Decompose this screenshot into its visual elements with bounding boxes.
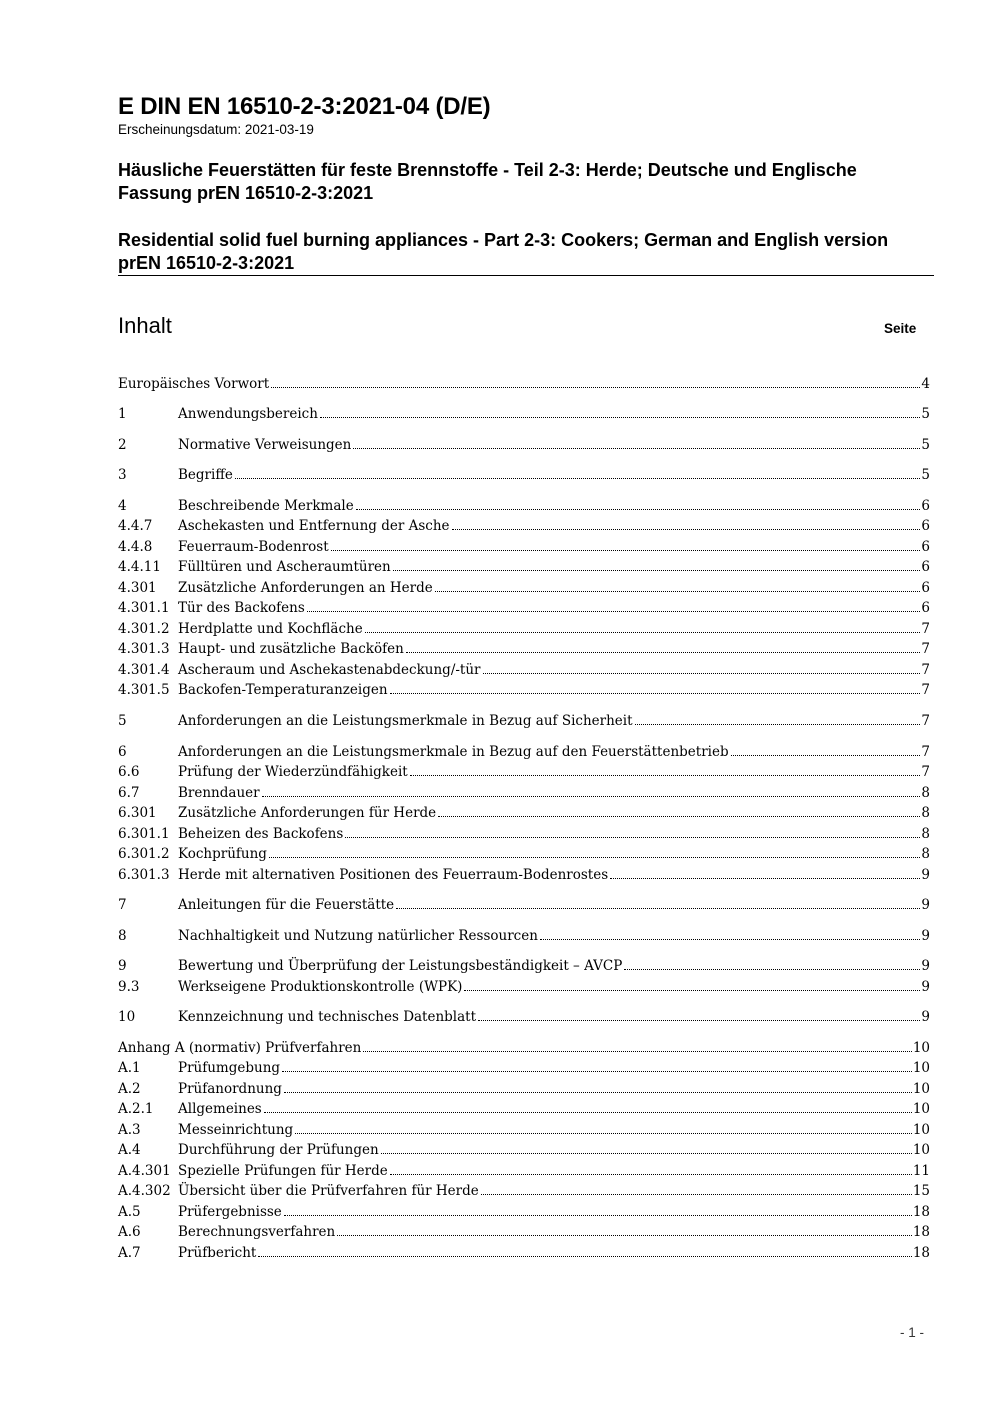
toc-entry-title: Prüfanordnung	[178, 1081, 282, 1097]
toc-entry-title: Herdplatte und Kochfläche	[178, 621, 363, 637]
toc-entry[interactable]	[118, 1159, 930, 1179]
toc-dot-leader	[295, 1133, 912, 1134]
toc-dot-leader	[483, 673, 921, 674]
toc-entry-number: A.1	[118, 1060, 141, 1076]
toc-entry-title: Herde mit alternativen Positionen des Feuerraum-Bodenrostes	[178, 867, 609, 883]
toc-entry-title: Beschreibende Merkmale	[178, 498, 354, 514]
toc-entry-title: Feuerraum-Bodenrost	[178, 539, 329, 555]
toc-entry[interactable]	[118, 514, 930, 534]
toc-entry-page: 10	[912, 1101, 930, 1117]
toc-entry[interactable]	[118, 576, 930, 596]
toc-entry-title: Brenndauer	[178, 785, 260, 801]
toc-dot-leader	[731, 755, 921, 756]
toc-entry-number: A.6	[118, 1224, 141, 1240]
toc-entry-page: 5	[921, 467, 930, 483]
toc-entry-page: 6	[921, 539, 930, 555]
toc-entry[interactable]	[118, 801, 930, 821]
toc-dot-leader	[390, 693, 921, 694]
toc-entry-title: Spezielle Prüfungen für Herde	[178, 1163, 388, 1179]
toc-entry-title: Anforderungen an die Leistungsmerkmale in Bezug auf Sicherheit	[178, 713, 633, 729]
toc-entry-number: A.4.301	[118, 1163, 171, 1179]
toc-entry-number: 8	[118, 928, 127, 944]
toc-dot-leader	[393, 570, 921, 571]
toc-dot-leader	[390, 1174, 912, 1175]
toc-entry[interactable]	[118, 1241, 930, 1261]
toc-dot-leader	[435, 591, 921, 592]
toc-entry[interactable]	[118, 372, 930, 392]
toc-entry[interactable]	[118, 1005, 930, 1025]
toc-entry-number: 6.301.3	[118, 867, 170, 883]
publication-date: Erscheinungsdatum: 2021-03-19	[118, 122, 314, 137]
toc-entry-page: 5	[921, 406, 930, 422]
toc-entry-page: 7	[921, 621, 930, 637]
toc-entry[interactable]	[118, 637, 930, 657]
toc-dot-leader	[258, 1256, 912, 1257]
toc-dot-leader	[363, 1051, 911, 1052]
toc-entry-title: Anleitungen für die Feuerstätte	[178, 897, 395, 913]
toc-dot-leader	[478, 1020, 920, 1021]
toc-entry-page: 6	[921, 580, 930, 596]
toc-entry-page: 7	[921, 641, 930, 657]
toc-entry-title: Zusätzliche Anforderungen an Herde	[178, 580, 433, 596]
toc-entry-number: 6.301.2	[118, 846, 170, 862]
toc-dot-leader	[284, 1215, 912, 1216]
toc-entry[interactable]	[118, 709, 930, 729]
toc-entry[interactable]	[118, 617, 930, 637]
toc-entry-page: 7	[921, 682, 930, 698]
toc-entry-title: Berechnungsverfahren	[178, 1224, 336, 1240]
toc-entry-number: 4.301.1	[118, 600, 170, 616]
toc-entry-number: 4.301	[118, 580, 157, 596]
toc-dot-leader	[353, 448, 920, 449]
toc-entry[interactable]	[118, 760, 930, 780]
toc-entry-number: 6.7	[118, 785, 140, 801]
toc-entry-page: 9	[921, 958, 930, 974]
toc-entry-number: 4.301.5	[118, 682, 170, 698]
toc-entry-page: 10	[912, 1040, 930, 1056]
page-number: - 1 -	[900, 1325, 925, 1340]
toc-dot-leader	[410, 775, 921, 776]
toc-entry[interactable]	[118, 822, 930, 842]
toc-entry-number: 4.301.3	[118, 641, 170, 657]
toc-dot-leader	[438, 816, 920, 817]
toc-entry-page: 10	[912, 1081, 930, 1097]
toc-dot-leader	[271, 387, 920, 388]
toc-entry-number: 10	[118, 1009, 136, 1025]
toc-entry[interactable]	[118, 1220, 930, 1240]
toc-entry-number: 4.301.4	[118, 662, 170, 678]
toc-entry-number: 4.4.8	[118, 539, 153, 555]
toc-entry-number: 3	[118, 467, 127, 483]
toc-entry[interactable]	[118, 781, 930, 801]
toc-entry-title: Fülltüren und Ascheraumtüren	[178, 559, 391, 575]
toc-entry-number: A.5	[118, 1204, 141, 1220]
toc-entry-title: Beheizen des Backofens	[178, 826, 344, 842]
toc-entry[interactable]	[118, 863, 930, 883]
toc-dot-leader	[262, 796, 921, 797]
toc-dot-leader	[610, 878, 920, 879]
toc-dot-leader	[365, 632, 921, 633]
toc-entry-title: Anforderungen an die Leistungsmerkmale in Bezug auf den Feuerstättenbetrieb	[178, 744, 729, 760]
toc-dot-leader	[269, 857, 920, 858]
toc-dot-leader	[235, 478, 921, 479]
toc-entry-page: 8	[921, 805, 930, 821]
toc-entry-page: 9	[921, 867, 930, 883]
toc-entry-page: 10	[912, 1142, 930, 1158]
toc-entry[interactable]	[118, 433, 930, 453]
toc-entry-number: A.7	[118, 1245, 141, 1261]
toc-entry-number: A.3	[118, 1122, 141, 1138]
toc-entry-number: A.4	[118, 1142, 141, 1158]
toc-entry-number: 1	[118, 406, 127, 422]
toc-dot-leader	[320, 417, 920, 418]
toc-dot-leader	[345, 837, 920, 838]
toc-entry-page: 6	[921, 498, 930, 514]
toc-entry-title: Messeinrichtung	[178, 1122, 294, 1138]
toc-entry-page: 9	[921, 1009, 930, 1025]
toc-heading: Inhalt	[118, 313, 172, 338]
toc-entry[interactable]	[118, 740, 930, 760]
toc-entry-title: Haupt- und zusätzliche Backöfen	[178, 641, 404, 657]
toc-entry-number: 4.4.11	[118, 559, 161, 575]
toc-entry-number: 4.4.7	[118, 518, 153, 534]
toc-entry-number: 6.301.1	[118, 826, 170, 842]
toc-dot-leader	[540, 939, 920, 940]
toc-entry-page: 4	[921, 376, 930, 392]
toc-entry[interactable]	[118, 975, 930, 995]
toc-entry-title: Kochprüfung	[178, 846, 267, 862]
toc-entry-title: Prüfung der Wiederzündfähigkeit	[178, 764, 408, 780]
toc-entry-page: 9	[921, 897, 930, 913]
toc-entry[interactable]	[118, 1056, 930, 1076]
toc-entry-title: Nachhaltigkeit und Nutzung natürlicher Ressourcen	[178, 928, 538, 944]
toc-entry-title: Tür des Backofens	[178, 600, 305, 616]
toc-entry-number: 6.6	[118, 764, 140, 780]
toc-entry[interactable]	[118, 494, 930, 514]
toc-entry-number: A.2	[118, 1081, 141, 1097]
toc-entry-title: Anwendungsbereich	[178, 406, 318, 422]
toc-dot-leader	[452, 529, 921, 530]
toc-entry-title: Backofen-Temperaturanzeigen	[178, 682, 388, 698]
toc-entry-page: 6	[921, 600, 930, 616]
title-german: Häusliche Feuerstätten für feste Brennstoffe - Teil 2-3: Herde; Deutsche und Englische Fassung prEN 16510-2-3:2021	[118, 160, 857, 203]
toc-entry-number: 6	[118, 744, 127, 760]
toc-entry-title: Normative Verweisungen	[178, 437, 352, 453]
toc-dot-leader	[464, 990, 920, 991]
toc-entry-page: 10	[912, 1122, 930, 1138]
toc-dot-leader	[396, 908, 920, 909]
toc-entry-title: Anhang A (normativ) Prüfverfahren	[118, 1040, 362, 1056]
toc-entry-page: 8	[921, 826, 930, 842]
toc-dot-leader	[481, 1194, 912, 1195]
header-divider	[118, 275, 934, 276]
document-id: E DIN EN 16510-2-3:2021-04 (D/E)	[118, 93, 491, 120]
toc-entry-number: 5	[118, 713, 127, 729]
toc-entry-title: Prüfergebnisse	[178, 1204, 282, 1220]
toc-entry-number: 4	[118, 498, 127, 514]
title-english: Residential solid fuel burning appliances - Part 2-3: Cookers; German and English version prEN 16510-2-3:2021	[118, 230, 889, 273]
toc-dot-leader	[406, 652, 921, 653]
toc-entry-number: 2	[118, 437, 127, 453]
toc-entry[interactable]	[118, 1118, 930, 1138]
toc-entry-title: Allgemeines	[178, 1101, 262, 1117]
toc-entry-page: 18	[912, 1224, 930, 1240]
toc-entry-page: 5	[921, 437, 930, 453]
toc-entry-page: 8	[921, 785, 930, 801]
toc-entry-title: Begriffe	[178, 467, 233, 483]
toc-entry-page: 9	[921, 928, 930, 944]
toc-entry[interactable]	[118, 1200, 930, 1220]
toc-dot-leader	[307, 611, 921, 612]
toc-entry-title: Durchführung der Prüfungen	[178, 1142, 379, 1158]
toc-entry-number: A.2.1	[118, 1101, 154, 1117]
toc-entry[interactable]	[118, 658, 930, 678]
toc-entry-title: Zusätzliche Anforderungen für Herde	[178, 805, 437, 821]
toc-entry-number: 9	[118, 958, 127, 974]
toc-entry-title: Prüfumgebung	[178, 1060, 281, 1076]
toc-entry-number: 7	[118, 897, 127, 913]
toc-entry-page: 6	[921, 518, 930, 534]
toc-entry-page: 8	[921, 846, 930, 862]
toc-entry[interactable]	[118, 535, 930, 555]
toc-entry-page: 15	[912, 1183, 930, 1199]
toc-dot-leader	[337, 1235, 912, 1236]
toc-entry-number: 9.3	[118, 979, 140, 995]
toc-entry-number: A.4.302	[118, 1183, 171, 1199]
toc-dot-leader	[264, 1112, 912, 1113]
toc-entry[interactable]	[118, 893, 930, 913]
toc-entry-title: Werkseigene Produktionskontrolle (WPK)	[178, 979, 463, 995]
toc-entry-number: 4.301.2	[118, 621, 170, 637]
toc-entry-page: 18	[912, 1204, 930, 1220]
toc-entry[interactable]	[118, 1036, 930, 1056]
toc-entry[interactable]	[118, 1077, 930, 1097]
toc-entry-page: 10	[912, 1060, 930, 1076]
toc-entry[interactable]	[118, 402, 930, 422]
toc-entry-title: Übersicht über die Prüfverfahren für Herde	[178, 1183, 479, 1199]
toc-entry-title: Bewertung und Überprüfung der Leistungsbeständigkeit – AVCP	[178, 958, 623, 974]
toc-entry[interactable]	[118, 596, 930, 616]
toc-entry-page: 7	[921, 713, 930, 729]
toc-dot-leader	[331, 550, 921, 551]
toc-entry[interactable]	[118, 924, 930, 944]
toc-dot-leader	[284, 1092, 912, 1093]
toc-entry[interactable]	[118, 1097, 930, 1117]
toc-entry-title: Europäisches Vorwort	[118, 376, 270, 392]
toc-entry[interactable]	[118, 1179, 930, 1199]
toc-entry-number: 6.301	[118, 805, 157, 821]
toc-entry[interactable]	[118, 678, 930, 698]
toc-entry-page: 7	[921, 744, 930, 760]
toc-dot-leader	[356, 509, 921, 510]
toc-dot-leader	[282, 1071, 912, 1072]
toc-entry-title: Prüfbericht	[178, 1245, 257, 1261]
toc-entry-title: Ascheraum und Aschekastenabdeckung/-tür	[178, 662, 481, 678]
toc-entry-page: 9	[921, 979, 930, 995]
toc-entry-page: 6	[921, 559, 930, 575]
toc-entry[interactable]	[118, 463, 930, 483]
toc-entry[interactable]	[118, 555, 930, 575]
toc-dot-leader	[624, 969, 920, 970]
toc-dot-leader	[635, 724, 921, 725]
toc-entry-page: 7	[921, 662, 930, 678]
toc-entry-title: Aschekasten und Entfernung der Asche	[178, 518, 450, 534]
toc-entry-page: 11	[912, 1163, 930, 1179]
toc-entry-page: 7	[921, 764, 930, 780]
toc-entry-title: Kennzeichnung und technisches Datenblatt	[178, 1009, 477, 1025]
toc-dot-leader	[381, 1153, 912, 1154]
toc-entry-page: 18	[912, 1245, 930, 1261]
toc-entry[interactable]	[118, 842, 930, 862]
toc-entry[interactable]	[118, 954, 930, 974]
toc-page-column-label: Seite	[884, 321, 917, 336]
toc-entry[interactable]	[118, 1138, 930, 1158]
